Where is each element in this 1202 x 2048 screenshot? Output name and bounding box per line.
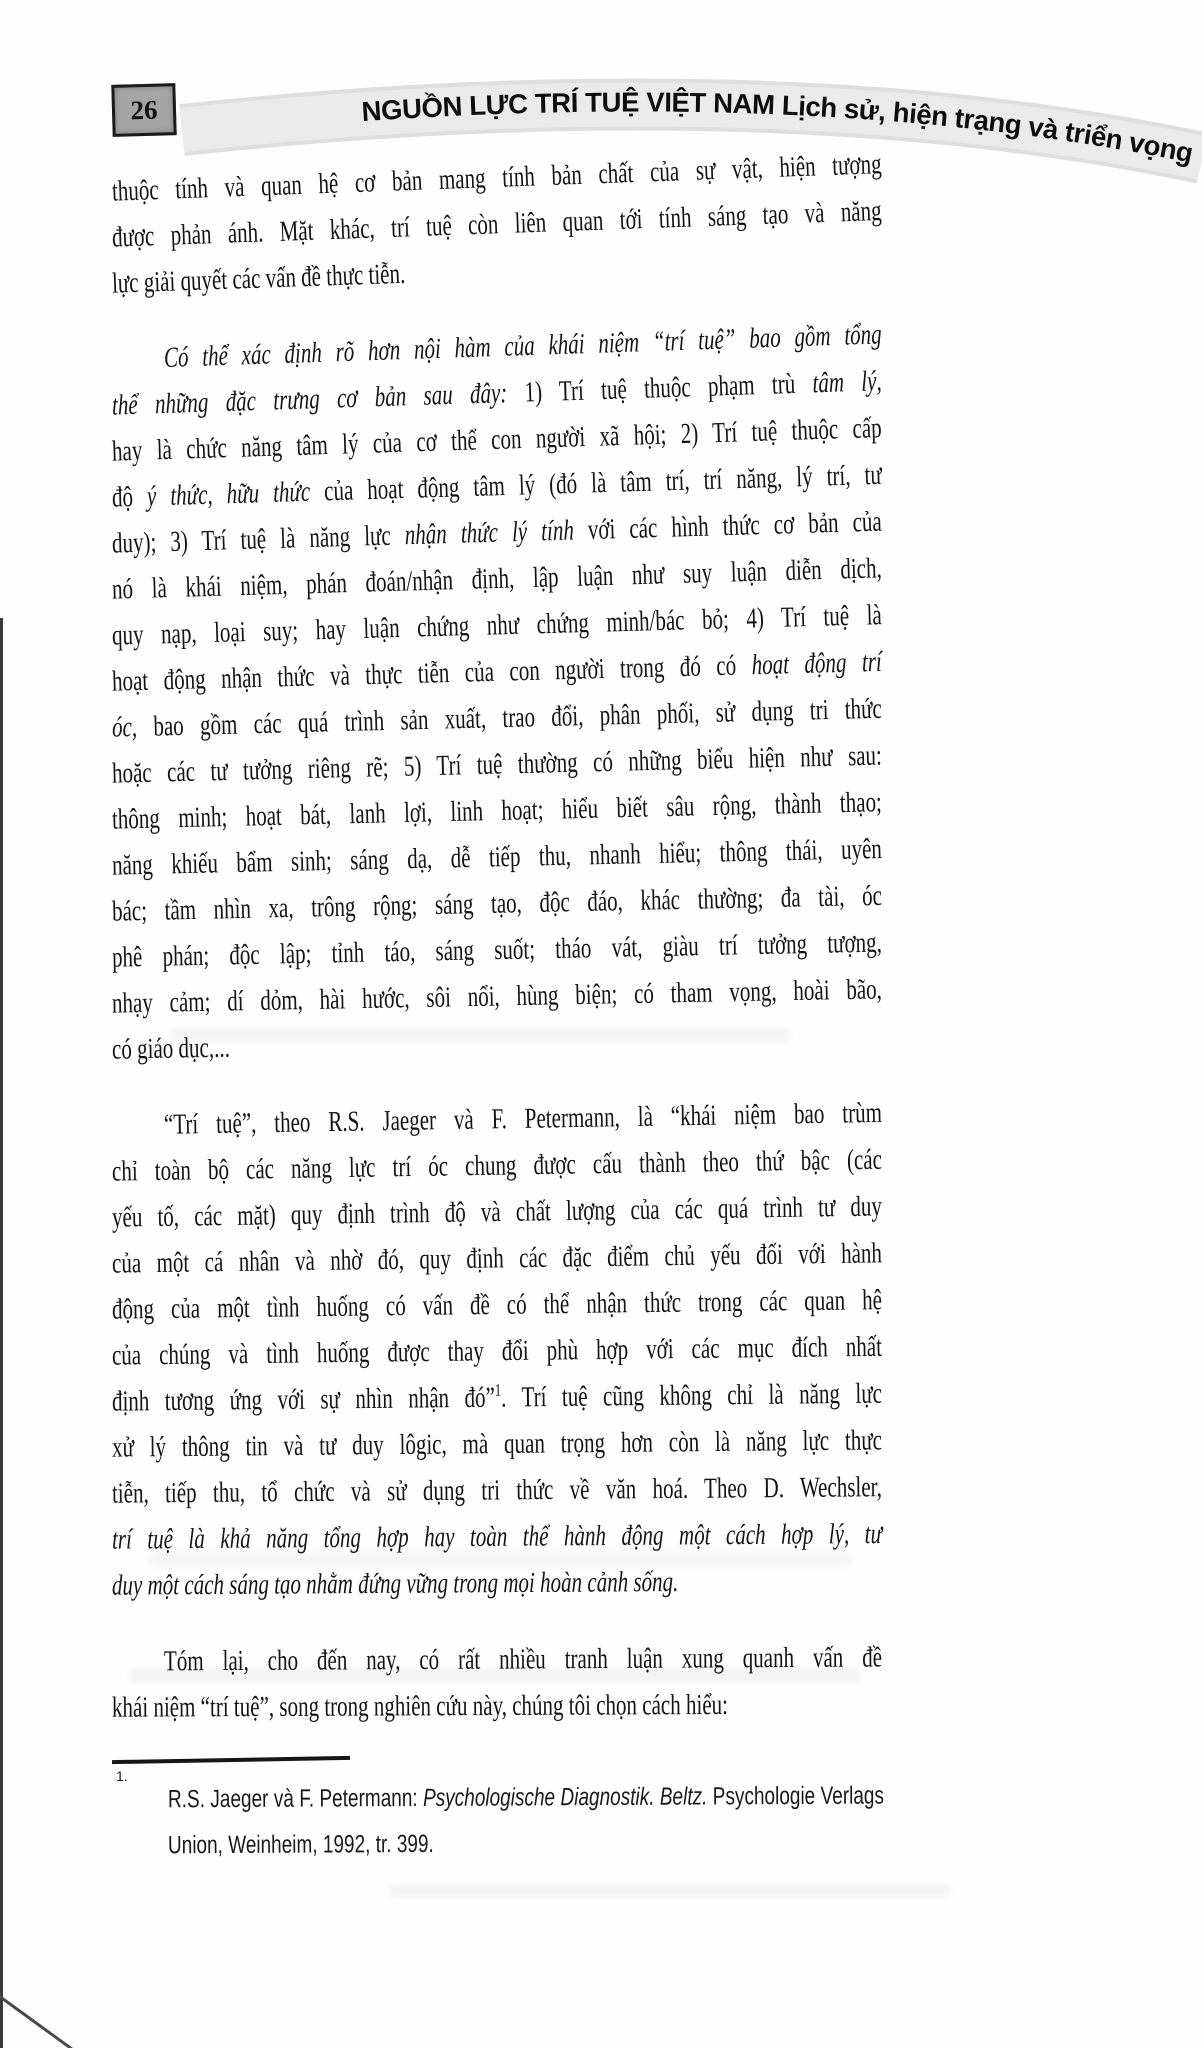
footnote [112, 1768, 885, 1870]
text-line: động của một tình huống có vấn đề có thể nhận thức trong các quan hệ [111, 1282, 883, 1326]
footnote-line: Union, Weinheim, 1992, tr. 399. [167, 1830, 434, 1860]
text-line: Tóm lại, cho đến nay, có rất nhiều tranh luận xung quanh vấn đề [163, 1640, 883, 1678]
text-line: năng khiếu bẩm sinh; sáng dạ, dễ tiếp thu, nhanh hiểu; thông thái, uyên [111, 831, 883, 882]
text-line: quy nạp, loại suy; hay luận chứng như chứng minh/bác bỏ; 4) Trí tuệ là [111, 597, 883, 652]
paragraph [111, 317, 883, 1072]
text-line: hay là chức năng tâm lý của cơ thể con người xã hội; 2) Trí tuệ thuộc cấp [111, 410, 883, 468]
text-line: chỉ toàn bộ các năng lực trí óc chung được cấu thành theo thứ bậc (các [111, 1142, 883, 1188]
text-line: phê phán; độc lập; tỉnh táo, sáng suốt; tháo vát, giàu trí tưởng tượng, [111, 925, 883, 974]
text-line: lực giải quyết các vấn đề thực tiễn. [111, 256, 406, 300]
footnote-marker: 1. [116, 1768, 128, 1784]
text-line: khái niệm “trí tuệ”, song trong nghiên cứu này, chúng tôi chọn cách hiểu: [111, 1687, 729, 1724]
scan-corner-mark [0, 1992, 74, 2048]
text-line: có giáo dục,... [111, 1030, 231, 1066]
text-line: “Trí tuệ”, theo R.S. Jaeger và F. Petermann, là “khái niệm bao trùm [163, 1095, 883, 1141]
text-line: xử lý thông tin và tư duy lôgic, mà quan trọng hơn còn là năng lực thực [111, 1423, 883, 1464]
bleed-through-ghost [390, 1884, 950, 1897]
scan-edge-line [0, 618, 3, 2048]
header-title: NGUỒN LỰC TRÍ TUỆ VIỆT NAM Lịch sử, hiện trạng và triển vọng [360, 86, 1196, 169]
text-line: của chúng và tình huống được thay đổi phù hợp với các mục đích nhất [111, 1329, 883, 1372]
text-line: được phản ánh. Mặt khác, trí tuệ còn liên quan tới tính sáng tạo và năng [111, 193, 883, 254]
text-line: óc, bao gồm các quá trình sản xuất, trao đổi, phân phối, sử dụng tri thức [111, 691, 883, 744]
text-line: hoạt động nhận thức và thực tiễn của con người trong đó có hoạt động trí [111, 644, 883, 698]
paragraph [111, 1095, 883, 1608]
text-line: hoặc các tư tưởng riêng rẽ; 5) Trí tuệ thường có những biểu hiện như sau: [111, 738, 883, 790]
text-line: thể những đặc trưng cơ bản sau đây: 1) Trí tuệ thuộc phạm trù tâm lý, [111, 363, 883, 422]
text-line: độ ý thức, hữu thức của hoạt động tâm lý (đó là tâm trí, trí năng, lý trí, tư [111, 457, 883, 514]
text-line: định tương ứng với sự nhìn nhận đó”$^1$. Trí tuệ cũng không chỉ là năng lực [111, 1376, 883, 1418]
page-number: 26 [130, 94, 158, 125]
text-line: thuộc tính và quan hệ cơ bản mang tính bản chất của sự vật, hiện tượng [111, 146, 883, 208]
text-line: nhạy cảm; dí dỏm, hài hước, sôi nổi, hùng biện; có tham vọng, hoài bão, [111, 972, 883, 1020]
text-line: tiễn, tiếp thu, tổ chức và sử dụng tri thức về văn hoá. Theo D. Wechsler, [111, 1469, 883, 1510]
page-number-badge [111, 83, 176, 137]
text-line: trí tuệ là khả năng tổng hợp hay toàn thể hành động một cách hợp lý, tư [111, 1516, 883, 1556]
text-line: duy); 3) Trí tuệ là năng lực nhận thức lý tính với các hình thức cơ bản của [111, 504, 883, 560]
text-line: Có thể xác định rõ hơn nội hàm của khái niệm “trí tuệ” bao gồm tổng [163, 317, 883, 374]
text-line: bác; tầm nhìn xa, trông rộng; sáng tạo, độc đáo, khác thường; đa tài, óc [111, 878, 883, 928]
body-text [111, 146, 883, 1760]
text-line: yếu tố, các mặt) quy định trình độ và chất lượng của các quá trình tư duy [111, 1189, 883, 1234]
text-line: nó là khái niệm, phán đoán/nhận định, lập luận như suy luận diễn dịch, [111, 551, 883, 606]
footnote-line: R.S. Jaeger và F. Petermann: Psychologische Diagnostik. Beltz. Psychologie Verlags [167, 1782, 885, 1814]
text-line: duy một cách sáng tạo nhằm đứng vững trong mọi hoàn cảnh sống. [111, 1564, 679, 1602]
paragraph [112, 1638, 882, 1730]
text-line: thông minh; hoạt bát, lanh lợi, linh hoạt; hiểu biết sâu rộng, thành thạo; [111, 784, 883, 836]
paragraph [111, 146, 883, 306]
text-line: của một cá nhân và nhờ đó, quy định các đặc điểm chủ yếu đối với hành [111, 1236, 883, 1280]
